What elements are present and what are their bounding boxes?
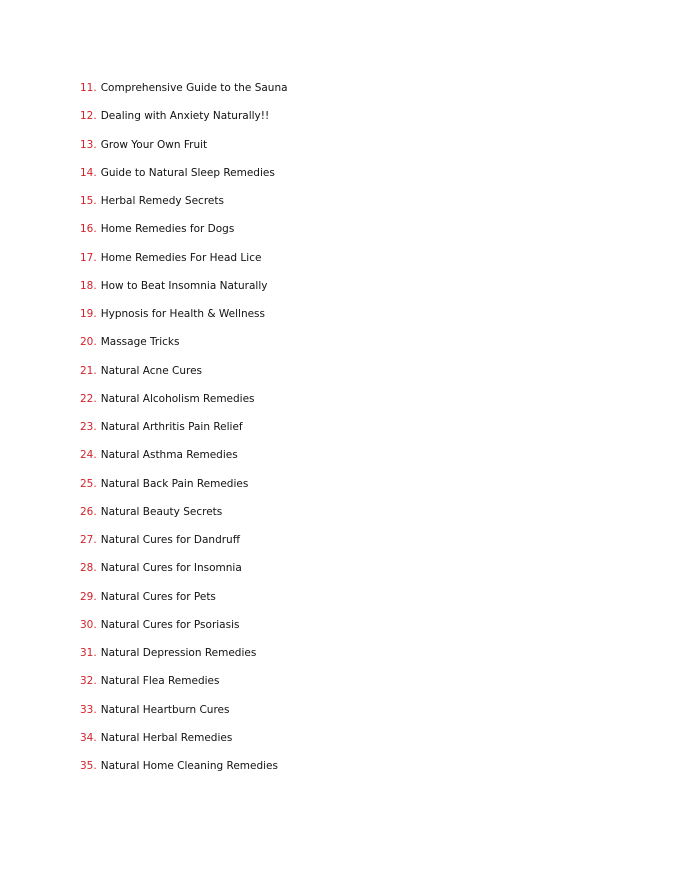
item-number: 19 . bbox=[80, 308, 97, 320]
item-text: Natural Heartburn Cures bbox=[100, 703, 230, 716]
item-number: 33 . bbox=[80, 704, 97, 716]
list-item bbox=[80, 474, 288, 502]
item-number: 29 . bbox=[80, 591, 97, 603]
item-number: 32 . bbox=[80, 675, 97, 687]
list-item bbox=[80, 700, 288, 728]
numbered-list bbox=[80, 78, 288, 784]
item-number: 21 . bbox=[80, 365, 97, 377]
list-item bbox=[80, 417, 288, 445]
list-item bbox=[80, 502, 288, 530]
item-number: 24 . bbox=[80, 449, 97, 461]
list-item bbox=[80, 643, 288, 671]
item-text: Grow Your Own Fruit bbox=[100, 138, 208, 151]
item-text: Natural Cures for Dandruff bbox=[100, 534, 240, 546]
item-number: 25 . bbox=[80, 478, 97, 490]
item-text: Herbal Remedy Secrets bbox=[100, 195, 224, 207]
item-number: 34 . bbox=[80, 732, 97, 744]
list-item bbox=[80, 135, 288, 163]
item-number: 16 . bbox=[80, 223, 97, 235]
list-item bbox=[80, 615, 288, 643]
list-item bbox=[80, 248, 288, 276]
item-number: 13 . bbox=[80, 139, 97, 151]
item-text: Natural Beauty Secrets bbox=[100, 505, 223, 518]
item-text: Natural Flea Remedies bbox=[100, 675, 220, 688]
item-text: Comprehensive Guide to the Sauna bbox=[100, 82, 288, 94]
list-item bbox=[80, 361, 288, 389]
item-text: Natural Herbal Remedies bbox=[100, 731, 233, 744]
item-text: Natural Asthma Remedies bbox=[100, 449, 238, 462]
item-number: 30 . bbox=[80, 619, 97, 631]
list-item bbox=[80, 389, 288, 417]
list-item bbox=[80, 530, 288, 558]
list-item bbox=[80, 728, 288, 756]
item-text: Natural Cures for Insomnia bbox=[100, 562, 242, 575]
item-number: 20 . bbox=[80, 336, 97, 348]
list-item bbox=[80, 191, 288, 219]
list-item bbox=[80, 332, 288, 360]
item-number: 12 . bbox=[80, 110, 97, 122]
item-text: Natural Cures for Psoriasis bbox=[100, 618, 240, 631]
item-text: Guide to Natural Sleep Remedies bbox=[100, 166, 275, 179]
item-number: 23 . bbox=[80, 421, 97, 433]
item-text: Dealing with Anxiety Naturally!! bbox=[100, 110, 270, 123]
item-text: Natural Home Cleaning Remedies bbox=[100, 760, 278, 772]
list-item bbox=[80, 78, 288, 106]
item-number: 22 . bbox=[80, 393, 97, 405]
list-item bbox=[80, 756, 288, 784]
item-text: Hypnosis for Health & Wellness bbox=[100, 308, 266, 320]
item-number: 18 . bbox=[80, 280, 97, 292]
item-text: Natural Acne Cures bbox=[100, 364, 203, 377]
list-item bbox=[80, 445, 288, 473]
item-text: Massage Tricks bbox=[100, 336, 180, 349]
item-number: 14 . bbox=[80, 167, 97, 179]
list-item bbox=[80, 219, 288, 247]
list-item bbox=[80, 163, 288, 191]
item-number: 35 . bbox=[80, 760, 97, 772]
item-text: Home Remedies for Dogs bbox=[100, 223, 235, 236]
item-number: 15 . bbox=[80, 195, 97, 207]
item-number: 27 . bbox=[80, 534, 97, 546]
list-item bbox=[80, 106, 288, 134]
item-text: Natural Alcoholism Remedies bbox=[100, 392, 255, 405]
list-item bbox=[80, 304, 288, 332]
item-text: Natural Cures for Pets bbox=[100, 590, 216, 603]
item-text: Natural Depression Remedies bbox=[100, 647, 257, 659]
item-number: 17 . bbox=[80, 252, 97, 264]
item-number: 11 . bbox=[80, 82, 97, 94]
item-text: Home Remedies For Head Lice bbox=[100, 251, 262, 264]
list-item bbox=[80, 587, 288, 615]
item-number: 31 . bbox=[80, 647, 97, 659]
item-text: Natural Arthritis Pain Relief bbox=[100, 421, 243, 433]
item-number: 26 . bbox=[80, 506, 97, 518]
item-number: 28 . bbox=[80, 562, 97, 574]
item-text: Natural Back Pain Remedies bbox=[100, 477, 249, 490]
list-item bbox=[80, 276, 288, 304]
list-item bbox=[80, 671, 288, 699]
list-item bbox=[80, 558, 288, 586]
item-text: How to Beat Insomnia Naturally bbox=[100, 279, 268, 292]
